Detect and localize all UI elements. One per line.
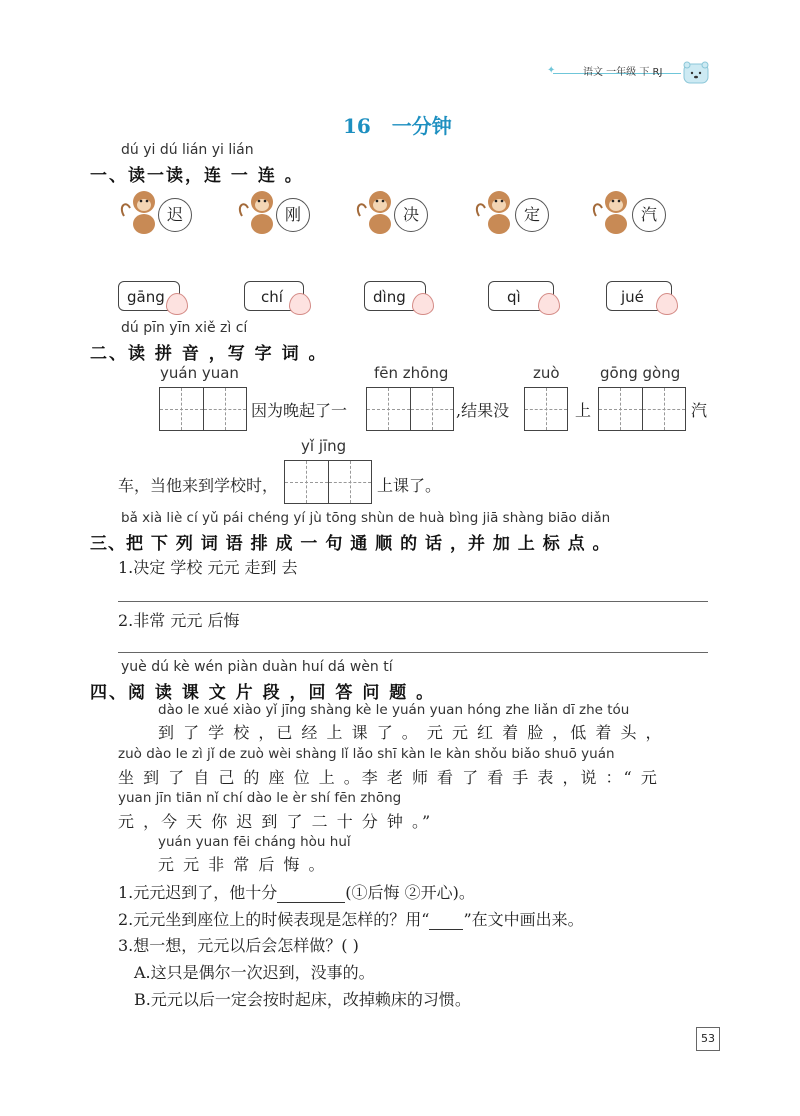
pinyin-option[interactable]: jué (606, 281, 672, 311)
question-1-choices: (①后悔 ②开心)。 (345, 883, 475, 902)
pinyin-hint: fēn zhōng (374, 364, 449, 382)
option-a: A.这只是偶尔一次迟到，没事的。 (134, 963, 375, 982)
header-star-icon: ✦ (547, 65, 556, 76)
question-2-text-end: ”在文中画出来。 (463, 910, 584, 929)
option-b: B.元元以后一定会按时起床，改掉赖床的习惯。 (134, 990, 471, 1009)
char-bubble: 定 (515, 198, 549, 232)
peach-icon (538, 293, 560, 315)
sentence-text: 因为晚起了一 (251, 401, 348, 420)
sentence-text: 上课了。 (377, 476, 442, 495)
writing-grid[interactable] (598, 387, 686, 431)
bear-mascot-icon (682, 61, 710, 85)
section1-pinyin: dú yi dú lián yi lián (121, 142, 254, 158)
pinyin-option[interactable]: qì (488, 281, 554, 311)
writing-grid[interactable] (524, 387, 568, 431)
exercise-item: 2.非常 元元 后悔 (118, 611, 240, 630)
passage-pinyin: yuán yuan fēi cháng hòu huǐ (158, 834, 351, 850)
sentence-text: 汽 (691, 401, 708, 420)
passage-text: 元 元 非 常 后 悔 。 (158, 855, 327, 874)
writing-grid[interactable] (159, 387, 247, 431)
header-subject: 语文 一年级 下 RJ (583, 67, 663, 78)
writing-grid[interactable] (366, 387, 454, 431)
passage-text: 坐 到 了 自 己 的 座 位 上 。李 老 师 看 了 看 手 表 ，说 ：“ 元 (118, 768, 659, 787)
char-bubble: 迟 (158, 198, 192, 232)
question-1-text: 1.元元迟到了，他十分 (118, 883, 278, 902)
pinyin-hint: gōng gòng (600, 364, 681, 382)
question-3: 3.想一想，元元以后会怎样做？( ) (118, 936, 359, 955)
sentence-text: 车，当他来到学校时， (118, 476, 279, 495)
char-bubble: 刚 (276, 198, 310, 232)
question-1-blank[interactable] (277, 883, 345, 903)
passage-pinyin: dào le xué xiào yǐ jīng shàng kè le yuán yuan hóng zhe liǎn dī zhe tóu (158, 702, 630, 718)
sentence-text: ,结果没 (456, 401, 510, 420)
pinyin-option[interactable]: gāng (118, 281, 180, 311)
pinyin-option[interactable]: chí (244, 281, 304, 311)
peach-icon (412, 293, 434, 315)
peach-icon (656, 293, 678, 315)
pinyin-hint: zuò (533, 364, 560, 382)
passage-text: 到 了 学 校 ，已 经 上 课 了 。 元 元 红 着 脸 ，低 着 头 ， (158, 723, 664, 742)
peach-icon (289, 293, 311, 315)
question-2 (118, 907, 584, 930)
pinyin-option[interactable]: dìng (364, 281, 426, 311)
char-bubble: 决 (394, 198, 428, 232)
answer-line[interactable] (118, 652, 708, 653)
answer-line[interactable] (118, 601, 708, 602)
char-bubble: 汽 (632, 198, 666, 232)
peach-icon (166, 293, 188, 315)
passage-pinyin: yuan jīn tiān nǐ chí dào le èr shí fēn zhōng (118, 790, 402, 806)
section1-heading: 一、读一读，连 一 连 。 (90, 166, 304, 186)
section2-pinyin: dú pīn yīn xiě zì cí (121, 320, 248, 336)
passage-pinyin: zuò dào le zì jǐ de zuò wèi shàng lǐ lǎo shī kàn le kàn shǒu biǎo shuō yuán (118, 746, 615, 762)
underline-sample (429, 910, 463, 930)
page-number: 53 (696, 1027, 720, 1051)
lesson-name: 一分钟 (391, 114, 452, 138)
question-1 (118, 880, 475, 903)
passage-text: 元 ，今 天 你 迟 到 了 二 十 分 钟 。” (118, 812, 433, 831)
section2-heading: 二、读 拼 音 ，写 字 词 。 (90, 344, 328, 364)
lesson-title (343, 110, 452, 139)
question-2-text: 2.元元坐到座位上的时候表现是怎样的？用“ (118, 910, 430, 929)
writing-grid[interactable] (284, 460, 372, 504)
section4-heading: 四、阅 读 课 文 片 段 ，回 答 问 题 。 (90, 683, 436, 703)
lesson-number: 16 (343, 114, 371, 138)
pinyin-hint: yǐ jīng (301, 437, 347, 455)
section3-heading: 三、把 下 列 词 语 排 成 一 句 通 顺 的 话 ，并 加 上 标 点 。 (90, 534, 611, 554)
sentence-text: 上 (575, 401, 592, 420)
exercise-item: 1.决定 学校 元元 走到 去 (118, 558, 298, 577)
section3-pinyin: bǎ xià liè cí yǔ pái chéng yí jù tōng shùn de huà bìng jiā shàng biāo diǎn (121, 510, 611, 526)
pinyin-hint: yuán yuan (160, 364, 239, 382)
section4-pinyin: yuè dú kè wén piàn duàn huí dá wèn tí (121, 659, 393, 675)
